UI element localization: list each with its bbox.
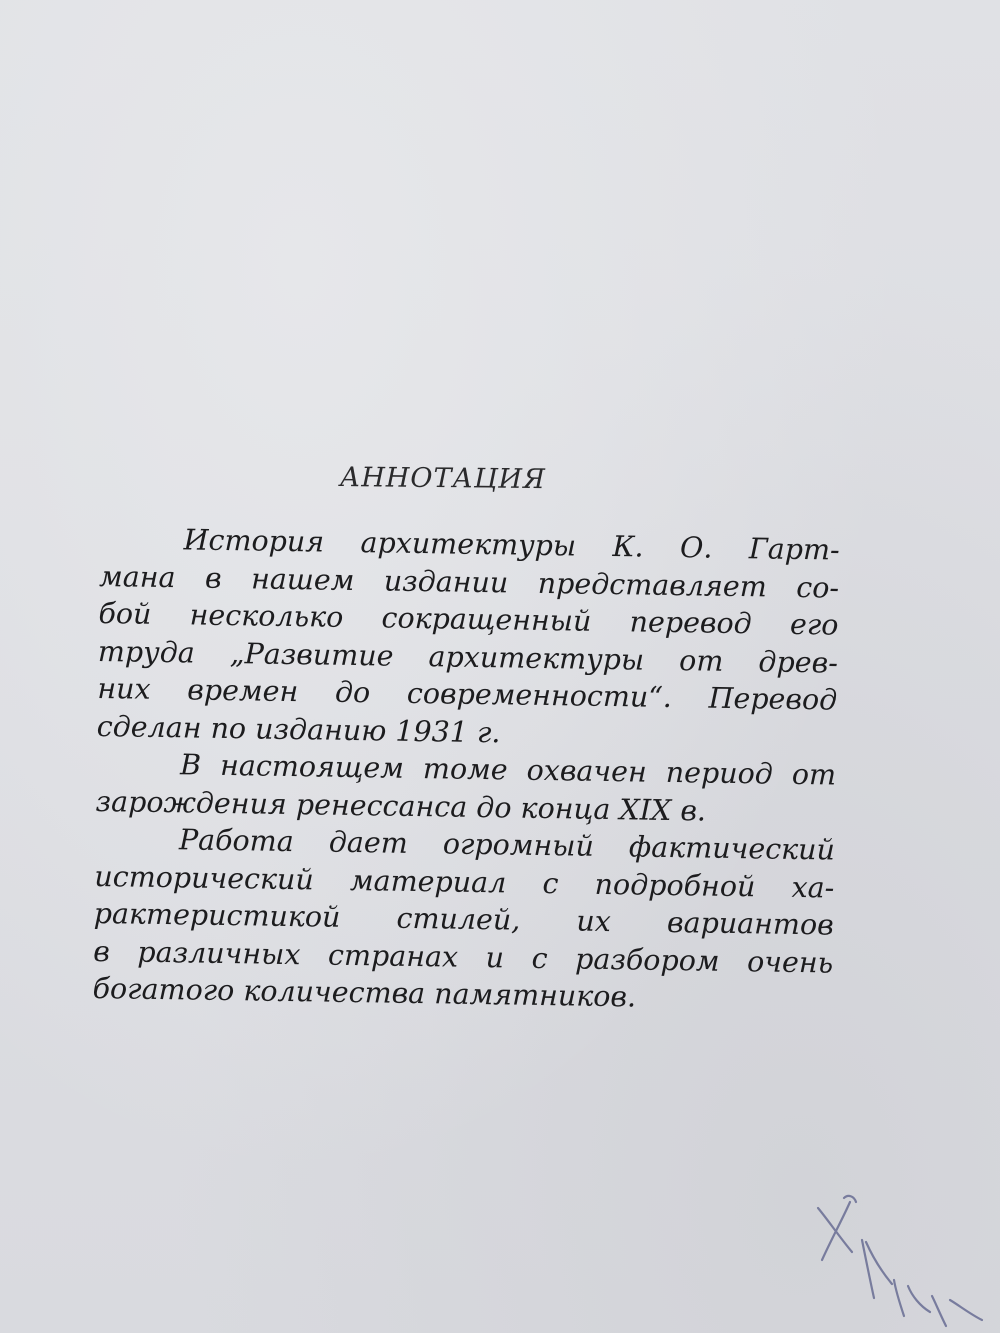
text-line: мана в нашем издании представляет со- [98,559,840,605]
text-line: труда „Развитие архитектуры от древ- [97,634,839,680]
text-line: них времен до современности“. Перевод [97,671,838,717]
text-line: сделан по изданию 1931 г. [96,709,501,749]
text-line: История архитектуры К. О. Гарт- [183,523,840,567]
text-line: исторический материал с подробной ха- [94,859,835,905]
annotation-heading: АННОТАЦИЯ [339,462,547,496]
text-line: богатого количества памятников. [92,971,637,1014]
pencil-mark-scribble [800,1180,1000,1333]
text-line: зарождения ренессанса до конца XIX в. [95,784,707,828]
text-line: в различных странах и с разбором очень [92,934,834,980]
text-line: В настоящем томе охвачен период от [179,748,837,792]
text-line: рактеристикой стилей, их вариантов [93,896,834,942]
text-line: бой несколько сокращенный перевод его [98,596,839,642]
annotation-text [92,520,840,1019]
text-line: Работа дает огромный фактический [178,823,836,867]
